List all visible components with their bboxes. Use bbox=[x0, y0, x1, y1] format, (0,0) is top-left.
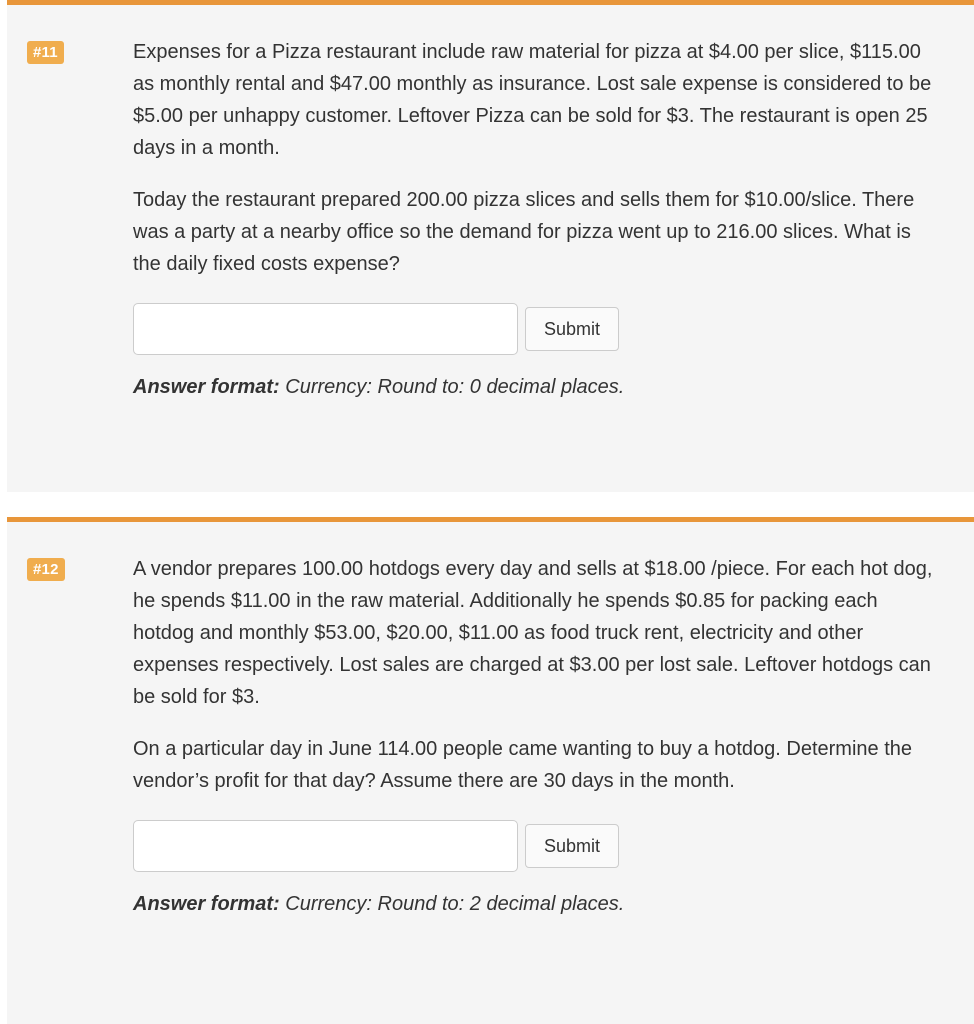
question-text: Expenses for a Pizza restaurant include raw material for pizza at $4.00 per slice, $115.00 as monthly rental and $47.00 monthly as insurance. Lost sale expense is considered to be $5.00 per unhappy customer. Leftover Pizza can be sold for $3. The restaurant is open 25 days in a month. bbox=[133, 41, 932, 159]
question-text: Today the restaurant prepared 200.00 pizza slices and sells them for $10.00/slice. There was a party at a nearby office so the demand for pizza went up to 216.00 slices. What is the daily fixed costs expense? bbox=[133, 189, 915, 275]
question-card-12 bbox=[7, 517, 974, 1024]
answer-format-label: Answer format: bbox=[133, 893, 280, 915]
answer-row bbox=[133, 303, 933, 355]
question-number-badge: #12 bbox=[27, 558, 65, 581]
question-number-badge: #11 bbox=[27, 41, 64, 64]
answer-row bbox=[133, 820, 933, 872]
answer-format bbox=[133, 890, 933, 918]
question-content bbox=[133, 553, 933, 918]
answer-format bbox=[133, 373, 933, 401]
question-content bbox=[133, 36, 933, 401]
answer-format-text: Currency: Round to: 2 decimal places. bbox=[279, 893, 625, 915]
question-text: On a particular day in June 114.00 people came wanting to buy a hotdog. Determine the vendor’s profit for that day? Assume there are 30 days in the month. bbox=[133, 738, 913, 792]
answer-format-text: Currency: Round to: 0 decimal places. bbox=[279, 376, 625, 398]
answer-input[interactable] bbox=[133, 303, 518, 355]
question-text: A vendor prepares 100.00 hotdogs every day and sells at $18.00 /piece. For each hot dog, he spends $11.00 in the raw material. Additionally he spends $0.85 for packing each hotdog and monthly $53.00, $20.00, $11.00 as food truck rent, electricity and other expenses respectively. Lost sales are charged at $3.00 per lost sale. Leftover hotdogs can be sold for $3. bbox=[133, 558, 933, 708]
question-card-11 bbox=[7, 0, 974, 492]
answer-format-label: Answer format: bbox=[133, 376, 280, 398]
submit-button[interactable]: Submit bbox=[525, 824, 619, 868]
submit-button[interactable]: Submit bbox=[525, 307, 619, 351]
answer-input[interactable] bbox=[133, 820, 518, 872]
